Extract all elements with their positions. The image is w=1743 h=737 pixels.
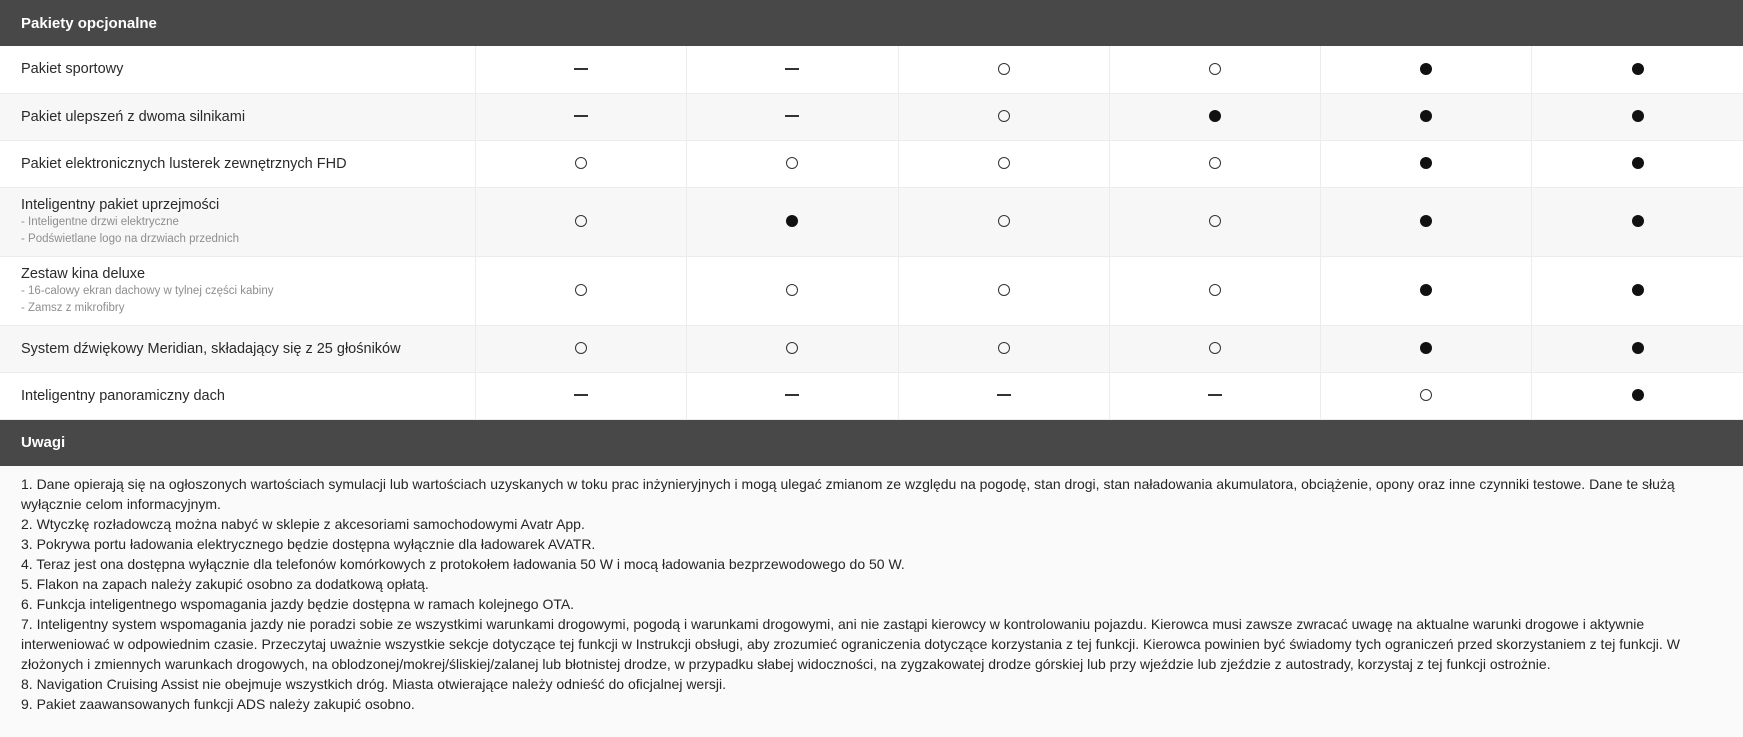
- package-value-cell: [476, 93, 687, 140]
- note-item: 9. Pakiet zaawansowanych funkcji ADS należy zakupić osobno.: [21, 695, 415, 712]
- package-sub-item: - Podświetlane logo na drzwiach przednich: [21, 232, 239, 245]
- packages-section-title: Pakiety opcjonalne: [21, 14, 157, 32]
- package-value-cell: [687, 187, 898, 256]
- package-row: [0, 372, 1743, 419]
- package-sub-item: - 16-calowy ekran dachowy w tylnej części kabiny: [21, 284, 274, 297]
- package-value-cell: [1532, 325, 1743, 372]
- package-value-cell: [476, 187, 687, 256]
- package-value-cell: [898, 46, 1109, 93]
- package-value-cell: [1109, 256, 1320, 325]
- package-value-cell: [687, 325, 898, 372]
- package-value-cell: [1320, 46, 1531, 93]
- empty-circle-icon: [998, 110, 1010, 122]
- note-item: 8. Navigation Cruising Assist nie obejmuje wszystkich dróg. Miasta otwierające należy odnieść do oficjalnej wersji.: [21, 675, 726, 692]
- empty-circle-icon: [575, 215, 587, 227]
- package-name-cell: [0, 256, 476, 325]
- empty-circle-icon: [1209, 342, 1221, 354]
- note-item: 7. Inteligentny system wspomagania jazdy nie poradzi sobie ze wszystkimi warunkami drogowymi, pogodą i warunkami drogowymi, ani nie zastąpi kierowcy w kontrolowaniu pojazdu. Kierowca musi zawsze zwracać uwagę na aktualne warunki drogowe i aktywnie interweniować w odpowiednim czasie. Przeczytaj uważnie wszystkie sekcje dotyczące tej funkcji w Instrukcji obsługi, aby zrozumieć ograniczenia dotyczące korzystania z tej funkcji. Kierowca powinien być świadomy tych ograniczeń przed skorzystaniem z tej funkcji. W złożonych i zmiennych warunkach drogowych, na oblodzonej/mokrej/śliskiej/zalanej lub błotnistej drodze, w przypadku słabej widoczności, na zygzakowatej drodze górskiej lub przy wjeździe lub zjeździe z autostrady, korzystaj z tej funkcji ostrożnie.: [21, 615, 1680, 672]
- empty-circle-icon: [575, 284, 587, 296]
- dash-icon: [574, 115, 588, 117]
- filled-circle-icon: [1420, 110, 1432, 122]
- dash-icon: [574, 68, 588, 70]
- note-item: 5. Flakon na zapach należy zakupić osobno za dodatkową opłatą.: [21, 575, 429, 592]
- package-value-cell: [1320, 140, 1531, 187]
- empty-circle-icon: [998, 342, 1010, 354]
- empty-circle-icon: [1209, 215, 1221, 227]
- filled-circle-icon: [1632, 157, 1644, 169]
- filled-circle-icon: [1632, 342, 1644, 354]
- package-value-cell: [1109, 93, 1320, 140]
- filled-circle-icon: [786, 215, 798, 227]
- package-row: [0, 93, 1743, 140]
- package-name: System dźwiękowy Meridian, składający się z 25 głośników: [21, 340, 401, 357]
- notes-section-title: Uwagi: [21, 434, 66, 451]
- package-value-cell: [1109, 372, 1320, 419]
- package-sub-item: - Inteligentne drzwi elektryczne: [21, 215, 179, 228]
- package-name: Pakiet ulepszeń z dwoma silnikami: [21, 108, 246, 125]
- dash-icon: [785, 68, 799, 70]
- empty-circle-icon: [786, 284, 798, 296]
- filled-circle-icon: [1632, 110, 1644, 122]
- package-name-cell: [0, 140, 476, 187]
- package-name-cell: [0, 187, 476, 256]
- package-value-cell: [1532, 93, 1743, 140]
- package-name: Inteligentny panoramiczny dach: [21, 387, 225, 404]
- package-value-cell: [1320, 325, 1531, 372]
- notes-list: [0, 466, 1743, 714]
- empty-circle-icon: [1209, 284, 1221, 296]
- notes-section-header: [0, 420, 1743, 466]
- filled-circle-icon: [1420, 342, 1432, 354]
- package-name-cell: [0, 93, 476, 140]
- package-value-cell: [898, 325, 1109, 372]
- filled-circle-icon: [1632, 215, 1644, 227]
- package-value-cell: [1320, 256, 1531, 325]
- package-name-cell: [0, 325, 476, 372]
- package-value-cell: [476, 372, 687, 419]
- package-value-cell: [1109, 187, 1320, 256]
- package-value-cell: [1320, 372, 1531, 419]
- package-name-cell: [0, 46, 476, 93]
- package-value-cell: [476, 140, 687, 187]
- empty-circle-icon: [1420, 389, 1432, 401]
- package-row: [0, 140, 1743, 187]
- dash-icon: [785, 394, 799, 396]
- package-value-cell: [1109, 140, 1320, 187]
- package-row: [0, 187, 1743, 256]
- package-value-cell: [898, 93, 1109, 140]
- dash-icon: [997, 394, 1011, 396]
- package-row: [0, 256, 1743, 325]
- dash-icon: [785, 115, 799, 117]
- dash-icon: [574, 394, 588, 396]
- package-value-cell: [1532, 46, 1743, 93]
- package-value-cell: [1109, 325, 1320, 372]
- empty-circle-icon: [575, 342, 587, 354]
- empty-circle-icon: [786, 342, 798, 354]
- packages-table: [0, 46, 1743, 420]
- package-value-cell: [1109, 46, 1320, 93]
- filled-circle-icon: [1209, 110, 1221, 122]
- note-item: 2. Wtyczkę rozładowczą można nabyć w sklepie z akcesoriami samochodowymi Avatr App.: [21, 515, 585, 532]
- note-item: 1. Dane opierają się na ogłoszonych wartościach symulacji lub wartościach uzyskanych w toku prac inżynieryjnych i mogą ulegać zmianom ze względu na pogodę, stan drogi, stan naładowania akumulatora, obciążenie, opony oraz inne czynniki testowe. Dane te służą wyłącznie celom informacyjnym.: [21, 475, 1675, 512]
- package-value-cell: [1532, 140, 1743, 187]
- package-value-cell: [687, 46, 898, 93]
- package-value-cell: [1320, 93, 1531, 140]
- note-item: 4. Teraz jest ona dostępna wyłącznie dla telefonów komórkowych z protokołem ładowania 50 W i mocą ładowania bezprzewodowego do 50 W.: [21, 555, 905, 572]
- filled-circle-icon: [1632, 63, 1644, 75]
- dash-icon: [1208, 394, 1222, 396]
- packages-section-header: [0, 0, 1743, 46]
- package-name: Pakiet elektronicznych lusterek zewnętrznych FHD: [21, 155, 347, 172]
- package-name: Inteligentny pakiet uprzejmości: [21, 196, 220, 213]
- package-value-cell: [898, 140, 1109, 187]
- package-value-cell: [687, 93, 898, 140]
- filled-circle-icon: [1420, 215, 1432, 227]
- filled-circle-icon: [1420, 284, 1432, 296]
- note-item: 3. Pokrywa portu ładowania elektrycznego będzie dostępna wyłącznie dla ładowarek AVATR.: [21, 535, 596, 552]
- empty-circle-icon: [998, 63, 1010, 75]
- package-value-cell: [687, 372, 898, 419]
- package-value-cell: [898, 372, 1109, 419]
- package-value-cell: [1532, 256, 1743, 325]
- package-name: Zestaw kina deluxe: [21, 265, 146, 282]
- package-value-cell: [476, 256, 687, 325]
- empty-circle-icon: [998, 284, 1010, 296]
- empty-circle-icon: [786, 157, 798, 169]
- package-value-cell: [476, 325, 687, 372]
- filled-circle-icon: [1632, 389, 1644, 401]
- package-value-cell: [1320, 187, 1531, 256]
- package-value-cell: [1532, 187, 1743, 256]
- filled-circle-icon: [1420, 63, 1432, 75]
- package-name: Pakiet sportowy: [21, 61, 124, 78]
- empty-circle-icon: [575, 157, 587, 169]
- package-value-cell: [898, 256, 1109, 325]
- empty-circle-icon: [998, 215, 1010, 227]
- package-value-cell: [476, 46, 687, 93]
- filled-circle-icon: [1632, 284, 1644, 296]
- package-value-cell: [1532, 372, 1743, 419]
- empty-circle-icon: [1209, 157, 1221, 169]
- package-value-cell: [898, 187, 1109, 256]
- note-item: 6. Funkcja inteligentnego wspomagania jazdy będzie dostępna w ramach kolejnego OTA.: [21, 595, 575, 612]
- package-value-cell: [687, 256, 898, 325]
- filled-circle-icon: [1420, 157, 1432, 169]
- package-value-cell: [687, 140, 898, 187]
- package-sub-item: - Zamsz z mikrofibry: [21, 301, 125, 314]
- package-name-cell: [0, 372, 476, 419]
- empty-circle-icon: [998, 157, 1010, 169]
- package-row: [0, 325, 1743, 372]
- package-row: [0, 46, 1743, 93]
- empty-circle-icon: [1209, 63, 1221, 75]
